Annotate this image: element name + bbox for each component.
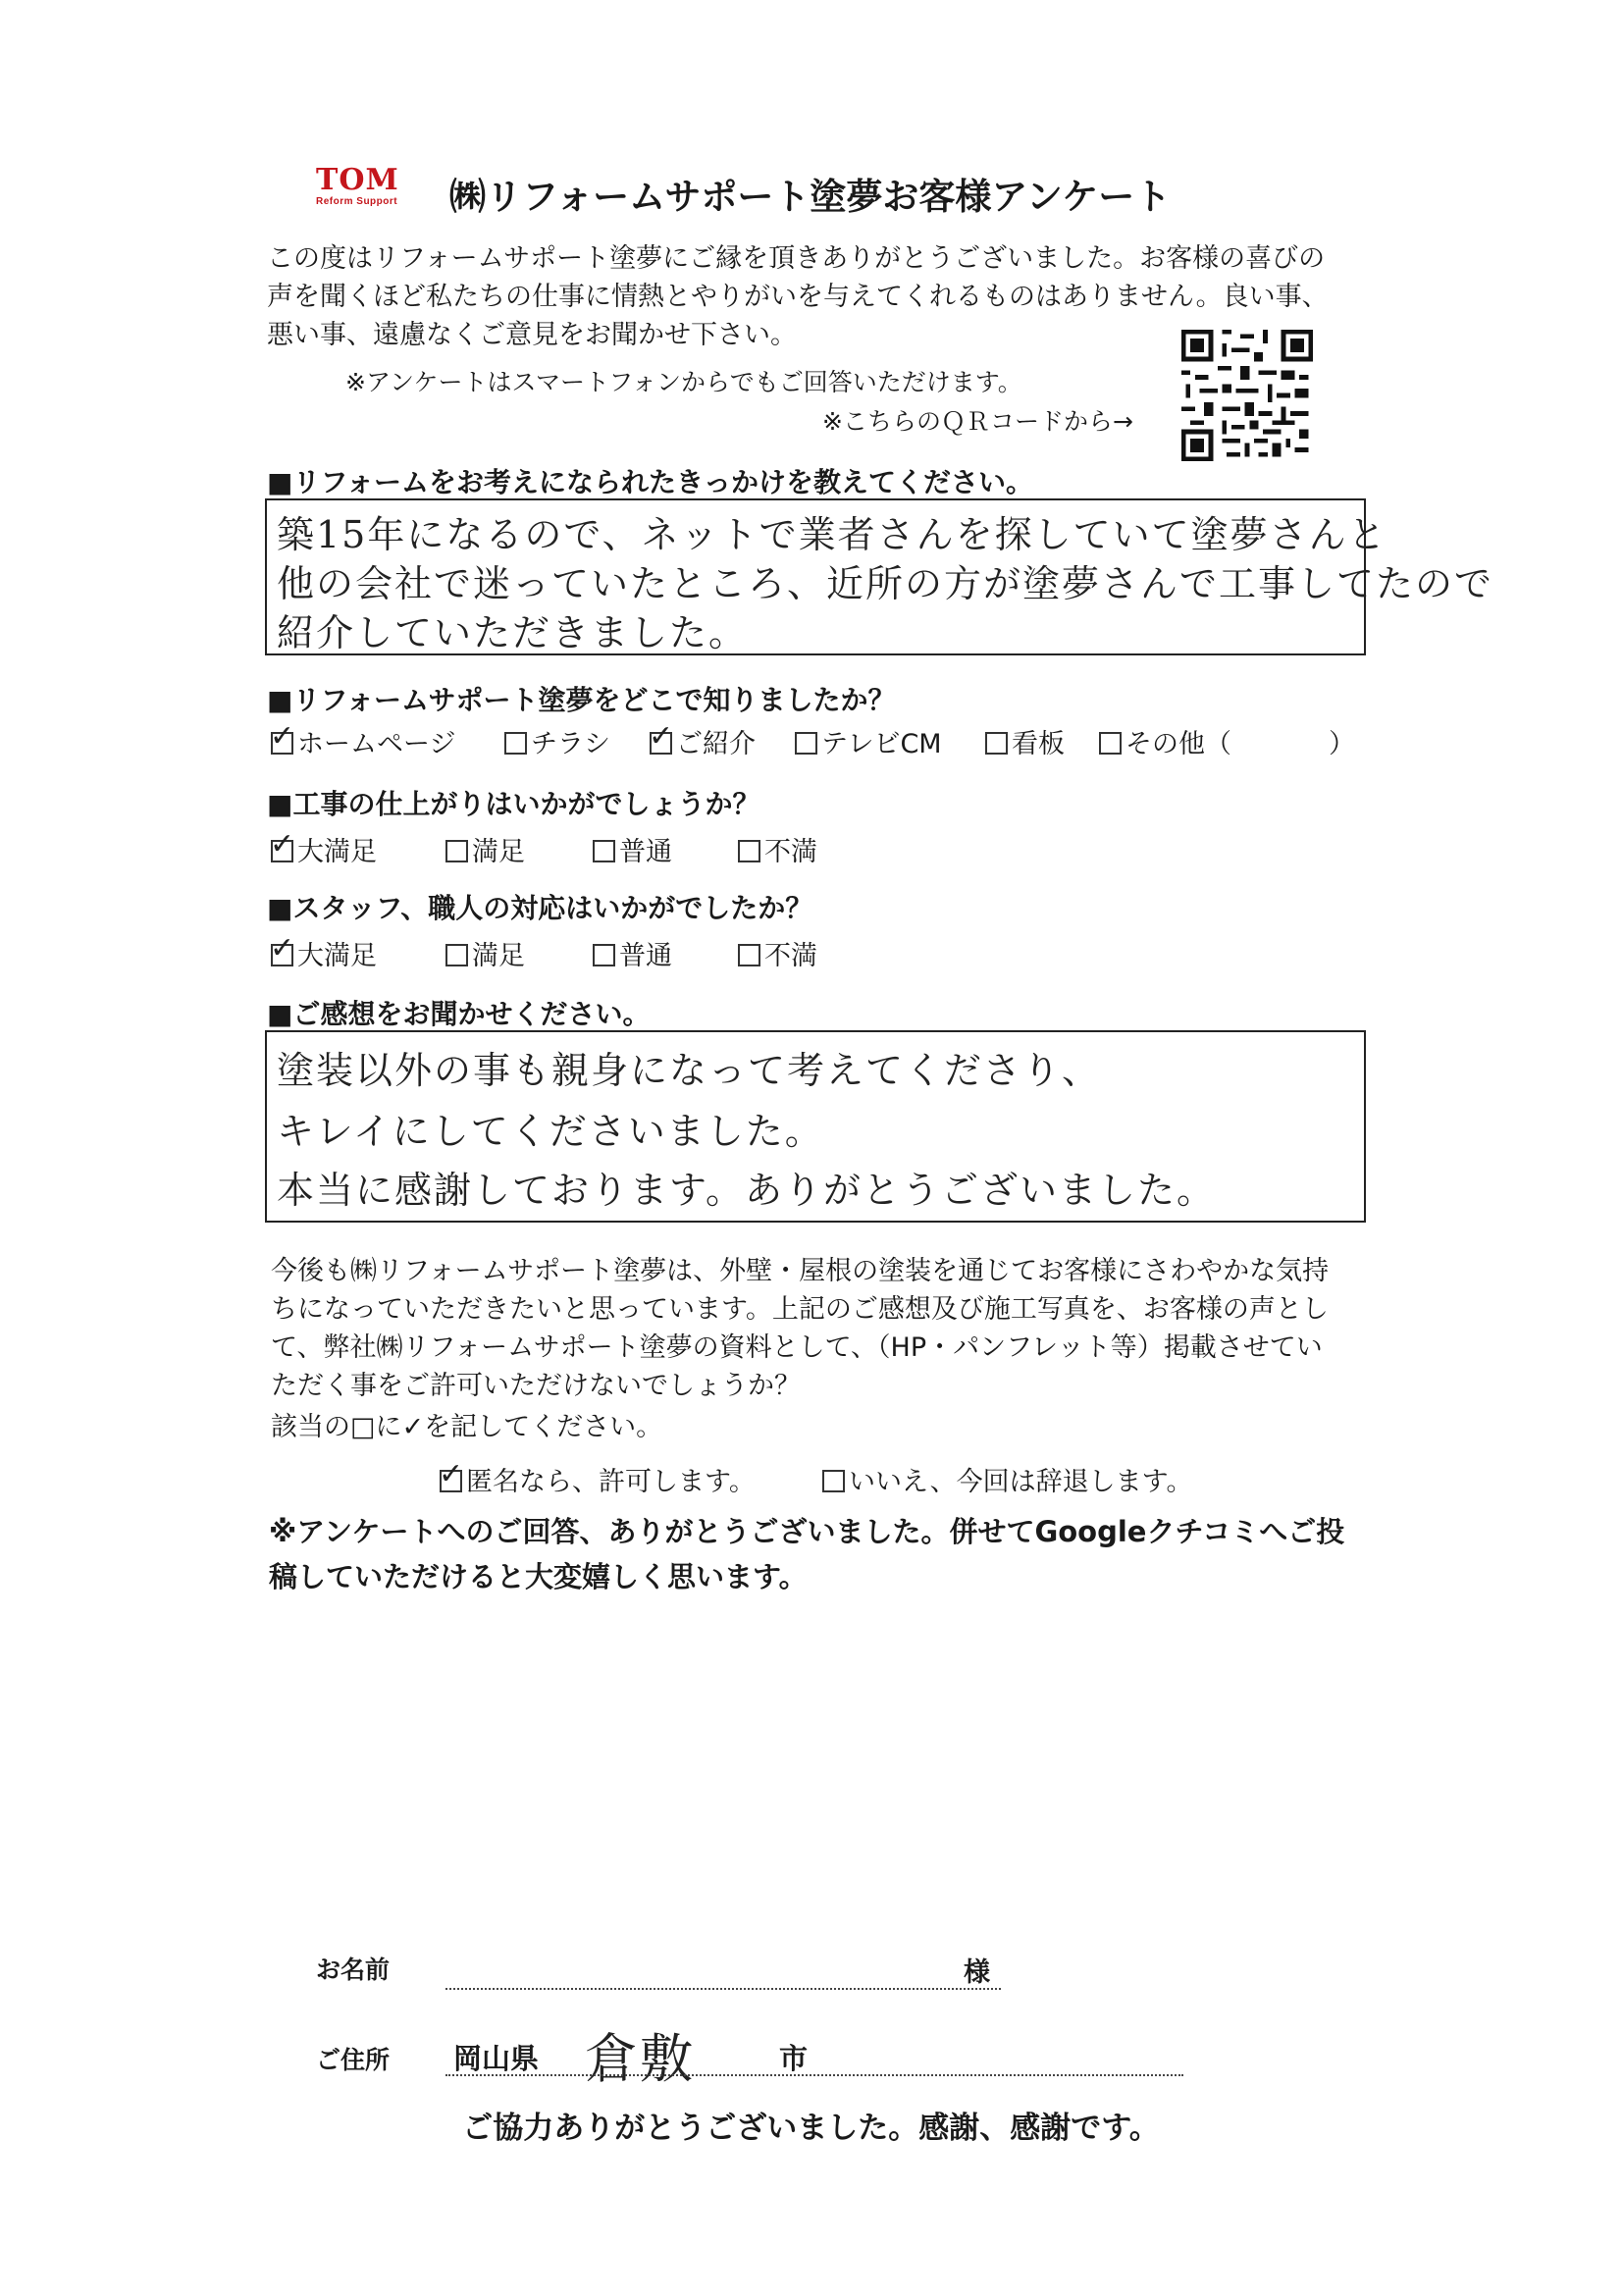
checkbox[interactable] <box>504 732 527 755</box>
option-very-satisfied[interactable]: ✓大満足 <box>271 934 377 972</box>
closing-message: ご協力ありがとうございました。感謝、感謝です。 <box>462 2111 1160 2146</box>
option-dissatisfied[interactable]: 不満 <box>738 934 817 972</box>
checkbox[interactable] <box>593 840 615 862</box>
address-city-handwritten: 倉敷 <box>585 2028 695 2090</box>
address-label: ご住所 <box>316 2046 391 2074</box>
permission-options <box>0 1460 1622 1495</box>
option-flyer[interactable]: チラシ <box>504 722 610 760</box>
option-other-close: ） <box>1329 729 1355 759</box>
checkbox[interactable] <box>593 944 615 966</box>
option-signboard[interactable]: 看板 <box>985 722 1065 760</box>
permission-instruction: 該当の□に✓を記してください。 <box>271 1412 663 1442</box>
trigger-answer-line: 他の会社で迷っていたところ、近所の方が塗夢さんで工事してたので <box>277 562 1494 605</box>
name-suffix: 様 <box>964 1957 990 1988</box>
option-normal[interactable]: 普通 <box>593 934 672 972</box>
checkbox[interactable] <box>271 732 293 755</box>
staff-options <box>0 934 1622 969</box>
trigger-answer-box <box>265 498 1494 655</box>
page-title: ㈱リフォームサポート塗夢お客様アンケート <box>449 176 1172 218</box>
checkbox[interactable] <box>445 944 468 966</box>
source-options <box>0 722 1622 757</box>
name-field[interactable] <box>445 1988 1001 1990</box>
address-city-suffix: 市 <box>779 2042 809 2075</box>
checkbox[interactable] <box>271 840 293 862</box>
qr-code[interactable] <box>1181 330 1313 461</box>
question-source-title: ■リフォームサポート塗夢をどこで知りましたか？ <box>267 684 896 716</box>
impressions-answer-line: 本当に感謝しております。ありがとうございました。 <box>277 1169 1216 1212</box>
checkbox[interactable] <box>271 944 293 966</box>
option-dissatisfied[interactable]: 不満 <box>738 830 817 868</box>
qr-note: ※こちらのＱＲコードから→ <box>822 407 1133 436</box>
option-allow-anonymous[interactable]: ✓匿名なら、許可します。 <box>440 1460 756 1498</box>
address-prefecture: 岡山県 <box>453 2042 540 2075</box>
checkbox[interactable] <box>795 732 817 755</box>
option-very-satisfied[interactable]: ✓大満足 <box>271 830 377 868</box>
address-field[interactable] <box>445 2074 1183 2076</box>
question-impressions-title: ■ご感想をお聞かせください。 <box>267 998 651 1030</box>
checkbox[interactable] <box>738 840 760 862</box>
company-logo <box>316 165 414 216</box>
checkbox[interactable] <box>440 1470 462 1492</box>
checkbox[interactable] <box>650 732 672 755</box>
checkbox[interactable] <box>822 1470 845 1492</box>
checkbox[interactable] <box>1099 732 1122 755</box>
question-staff-title: ■スタッフ、職人の対応はいかがでしたか？ <box>267 892 813 924</box>
option-satisfied[interactable]: 満足 <box>445 934 525 972</box>
option-homepage[interactable]: ✓ホームページ <box>271 722 455 760</box>
option-decline[interactable]: いいえ、今回は辞退します。 <box>822 1460 1192 1498</box>
checkbox[interactable] <box>445 840 468 862</box>
trigger-answer-line: 紹介していただきました。 <box>277 611 749 654</box>
logo-subtitle: Reform Support <box>316 196 398 207</box>
question-finish-title: ■工事の仕上がりはいかがでしょうか？ <box>267 788 760 820</box>
impressions-answer-line: キレイにしてくださいました。 <box>277 1110 824 1153</box>
option-other[interactable]: その他（ <box>1099 722 1231 760</box>
google-review-note: ※アンケートへのご回答、ありがとうございました。併せてGoogleクチコミへご投稿していただけると大変嬉しく思います。 <box>269 1515 1345 1593</box>
option-satisfied[interactable]: 満足 <box>445 830 525 868</box>
impressions-answer-box <box>265 1030 1366 1223</box>
permission-text: 今後も㈱リフォームサポート塗夢は、外壁・屋根の塗装を通じてお客様にさわやかな気持ちになっていただきたいと思っています。上記のご感想及び施工写真を、お客様の声として、弊社㈱リフォームサポート塗夢の資料として、（HP・パンフレット等）掲載させていただく事をご許可いただけないでしょうか？ <box>271 1256 1330 1401</box>
checkbox[interactable] <box>985 732 1008 755</box>
question-trigger-title: ■リフォームをお考えになられたきっかけを教えてください。 <box>267 466 1034 498</box>
checkbox[interactable] <box>738 944 760 966</box>
option-normal[interactable]: 普通 <box>593 830 672 868</box>
option-referral[interactable]: ✓ ご紹介 <box>650 722 756 760</box>
finish-options <box>0 830 1622 865</box>
logo-mark: TOM <box>316 163 399 197</box>
trigger-answer-line: 築15年になるので、ネットで業者さんを探していて塗夢さんと <box>277 513 1387 556</box>
smartphone-note: ※アンケートはスマートフォンからでもご回答いただけます。 <box>345 368 1022 396</box>
intro-text: この度はリフォームサポート塗夢にご縁を頂きありがとうございました。お客様の喜びの声を聞くほど私たちの仕事に情熱とやりがいを与えてくれるものはありません。良い事、悪い事、遠慮なくご意見をお聞かせ下さい。 <box>267 243 1329 350</box>
option-tv-cm[interactable]: テレビCM <box>795 722 942 760</box>
impressions-answer-line: 塗装以外の事も親身になって考えてくださり、 <box>277 1049 1102 1092</box>
name-label: お名前 <box>316 1956 391 1984</box>
